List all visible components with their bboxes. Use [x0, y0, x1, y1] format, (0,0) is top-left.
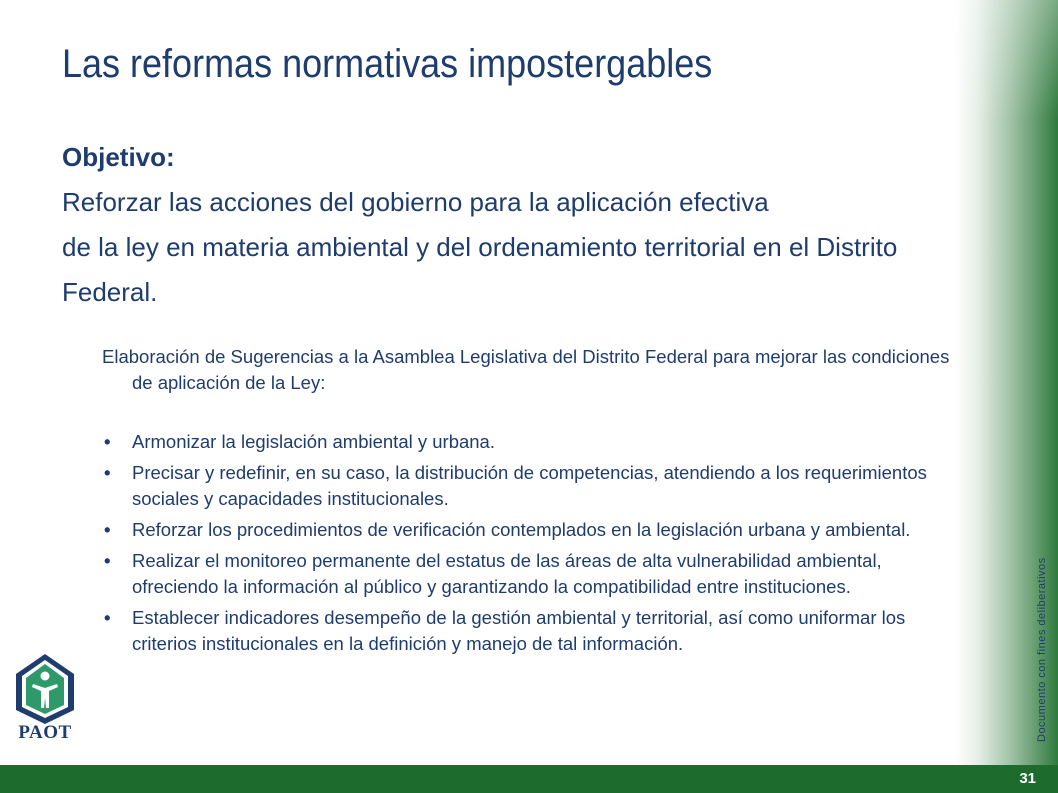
slide-title: Las reformas normativas impostergables: [62, 42, 713, 86]
bullet-icon: •: [104, 519, 111, 540]
list-item: [102, 548, 932, 600]
logo-text: PAOT: [18, 722, 72, 743]
page-number: 31: [1019, 770, 1036, 787]
bullet-text: Precisar y redefinir, en su caso, la distribución de competencias, atendiendo a los requerimientos sociales y capacidades institucionales.: [132, 462, 927, 509]
bullet-icon: •: [104, 607, 111, 628]
objective-label: Objetivo:: [62, 142, 175, 172]
bullet-icon: •: [104, 550, 111, 571]
objective-line-1: Reforzar las acciones del gobierno para la aplicación efectiva: [62, 187, 769, 217]
list-item: [102, 429, 932, 455]
list-item: [102, 605, 932, 657]
bullet-icon: •: [104, 462, 111, 483]
bottom-green-bar: [0, 765, 1058, 793]
list-item: [102, 460, 932, 512]
bullet-text: Realizar el monitoreo permanente del estatus de las áreas de alta vulnerabilidad ambiental, ofreciendo la información al público y garantizando la compatibilidad entre instituciones.: [132, 550, 882, 597]
bullet-text: Establecer indicadores desempeño de la gestión ambiental y territorial, así como uniformar los criterios institucionales en la definición y manejo de tal información.: [132, 607, 906, 654]
bullet-text: Armonizar la legislación ambiental y urbana.: [132, 431, 495, 452]
objective-line-2: de la ley en materia ambiental y del ordenamiento territorial en el Distrito Federal.: [62, 232, 898, 307]
bullet-text: Reforzar los procedimientos de verificación contemplados en la legislación urbana y ambiental.: [132, 519, 911, 540]
objective-block: [62, 134, 942, 315]
intro-paragraph: Elaboración de Sugerencias a la Asamblea Legislativa del Distrito Federal para mejorar las condiciones de aplicación de la Ley:: [102, 346, 950, 393]
bullet-list: [102, 429, 932, 662]
band-highlight: [955, 0, 1058, 120]
side-note: Documento con fines deliberativos: [1036, 557, 1048, 742]
bullet-icon: •: [104, 431, 111, 452]
list-item: [102, 517, 932, 543]
